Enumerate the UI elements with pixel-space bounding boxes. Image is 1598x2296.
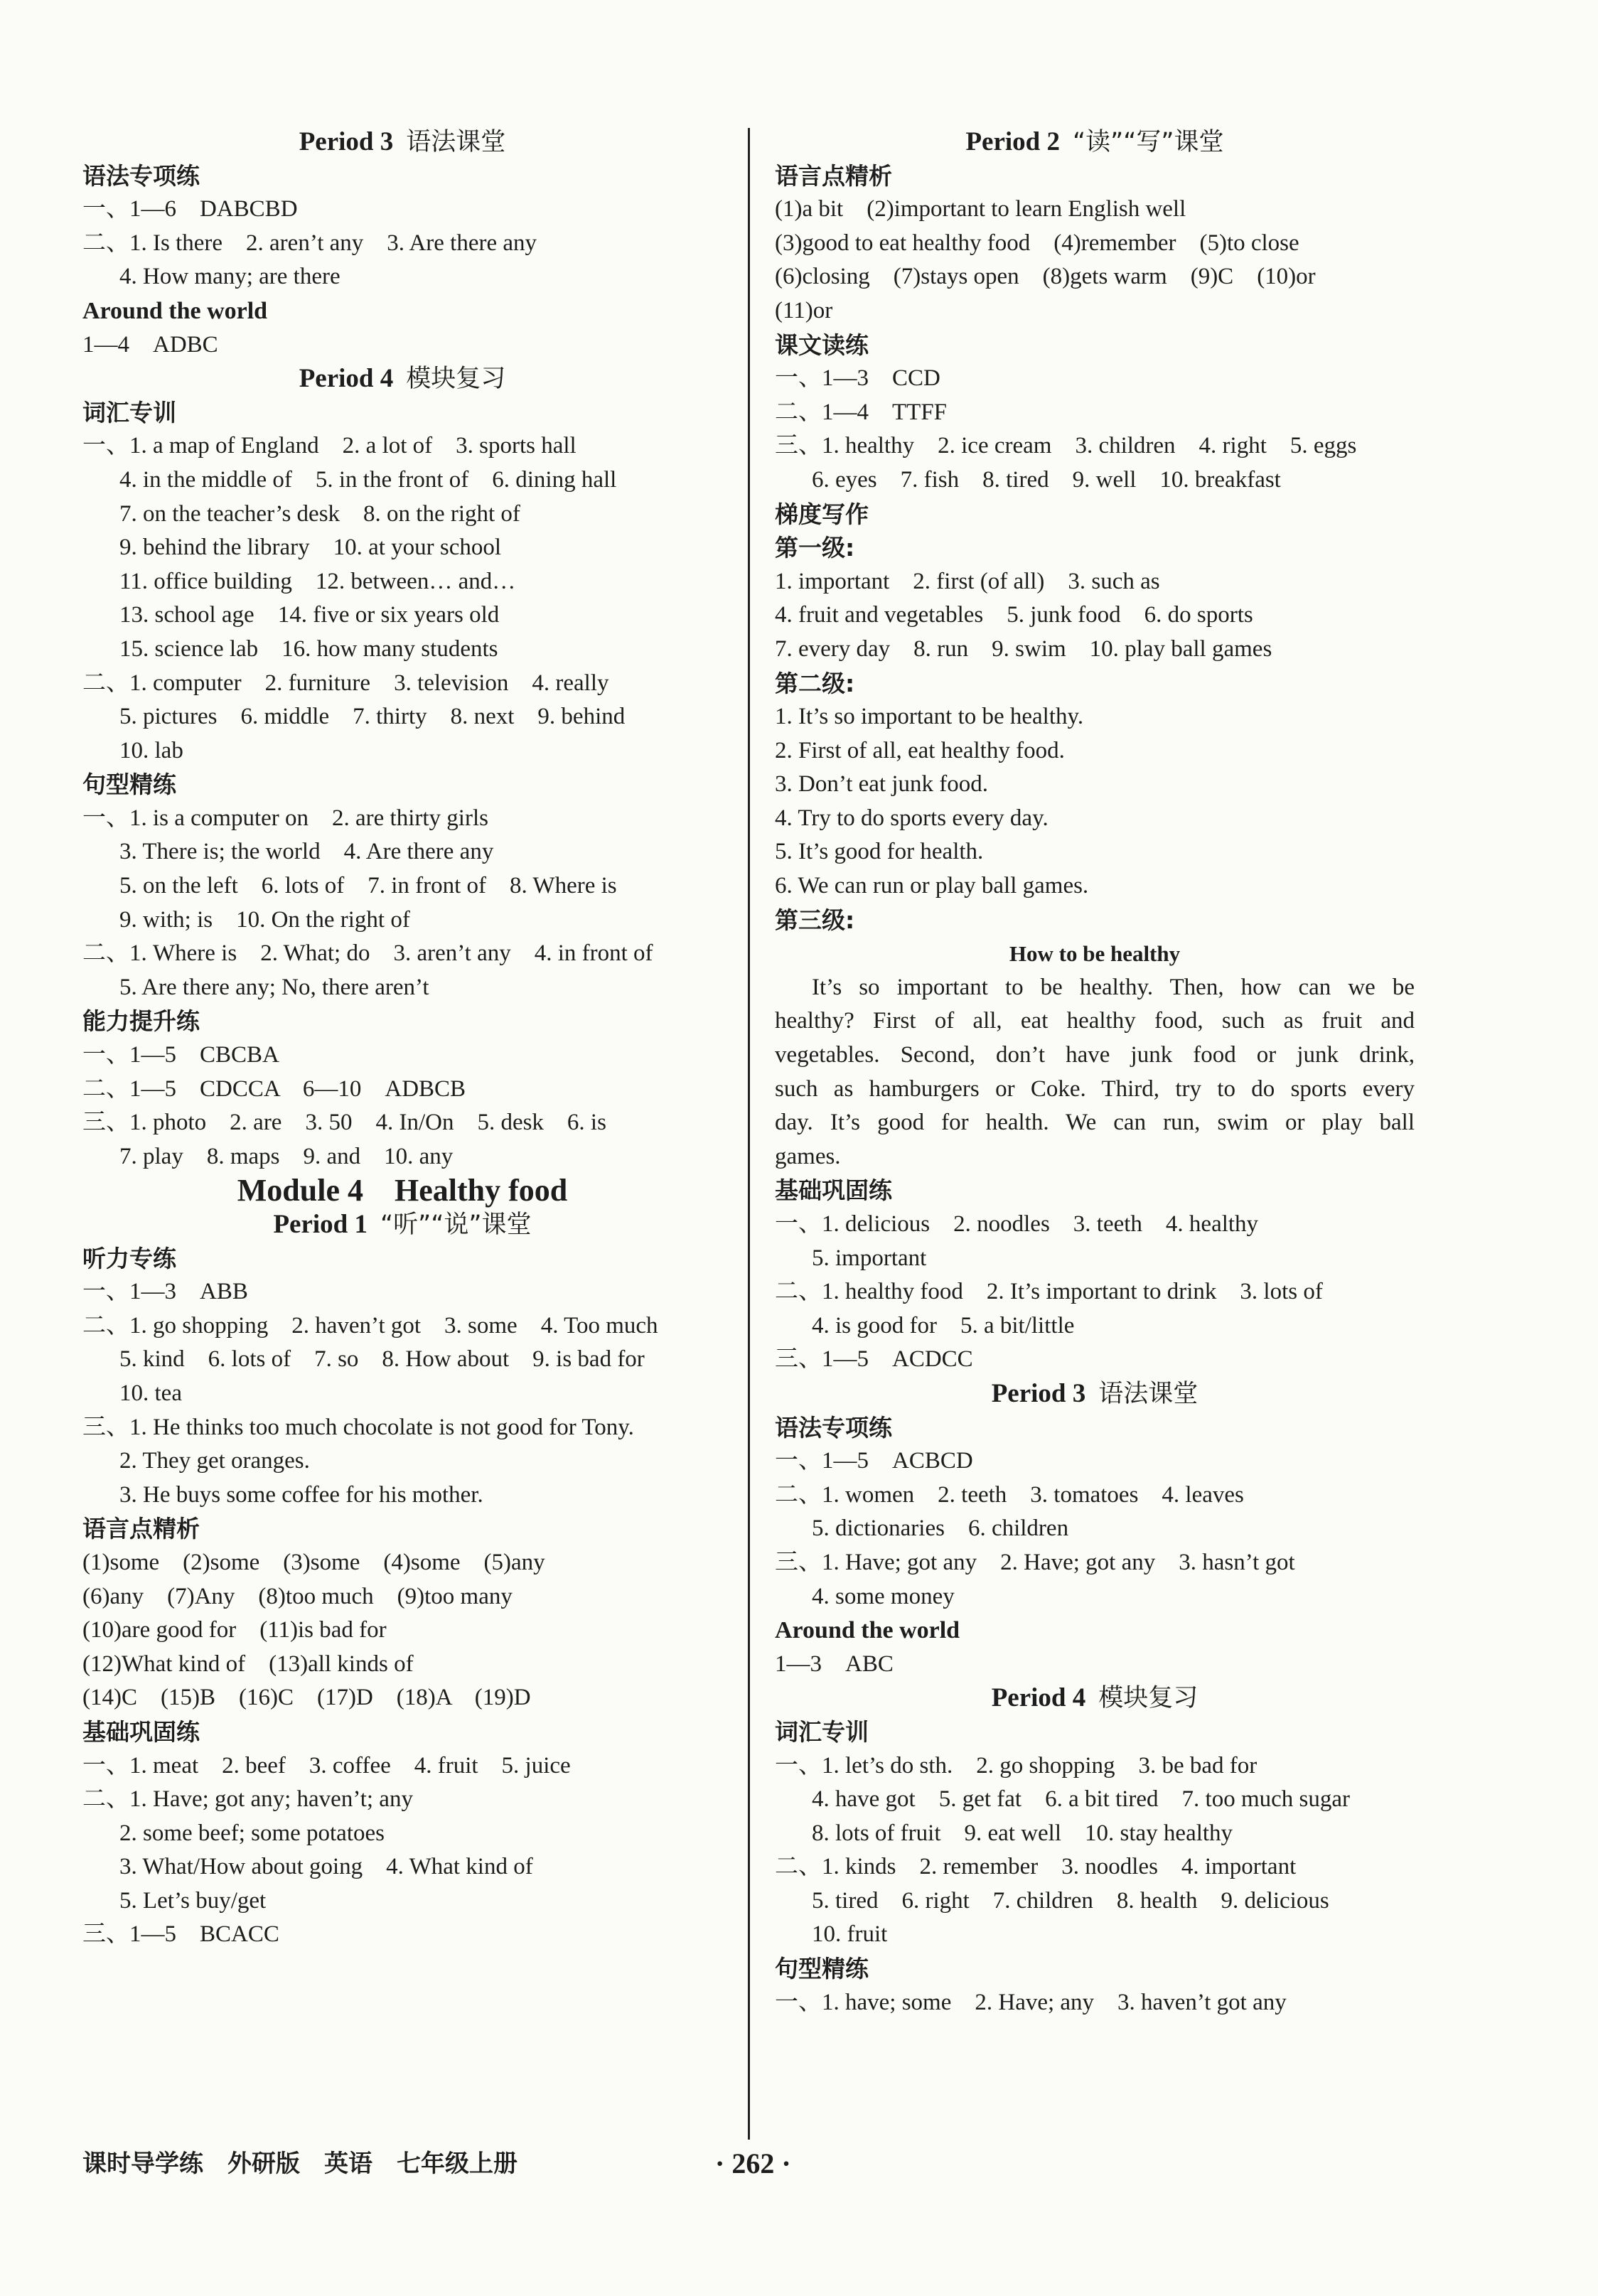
section-heading: 句型精练 <box>775 1955 869 1983</box>
answer-line: 5. important <box>812 1245 927 1271</box>
answer-line: 二、1. women 2. teeth 3. tomatoes 4. leaves <box>775 1481 1244 1508</box>
essay-line: It’s so important to be healthy. Then, how can we be <box>812 974 1415 1000</box>
answer-line: 6. eyes 7. fish 8. tired 9. well 10. breakfast <box>812 466 1281 493</box>
column-divider <box>748 128 750 2140</box>
answer-line: 4. fruit and vegetables 5. junk food 6. do sports <box>775 602 1253 628</box>
subsection-heading: Around the world <box>82 297 268 324</box>
answer-line: 三、1—5 ACDCC <box>775 1346 973 1373</box>
section-heading: 语言点精析 <box>775 161 892 190</box>
answer-line: 二、1—4 TTFF <box>775 399 948 425</box>
answer-line: 1. It’s so important to be healthy. <box>775 704 1084 730</box>
answer-line: 二、1. computer 2. furniture 3. television 4. really <box>82 670 609 696</box>
answer-line: 三、1. Have; got any 2. Have; got any 3. hasn’t got <box>775 1549 1295 1575</box>
answer-line: 4. have got 5. get fat 6. a bit tired 7. too much sugar <box>812 1786 1351 1813</box>
answer-line: 15. science lab 16. how many students <box>119 635 498 662</box>
period-subtitle: 模块复习 <box>1098 1684 1198 1713</box>
answer-line: 5. kind 6. lots of 7. so 8. How about 9. is bad for <box>119 1346 645 1373</box>
answer-line: 三、1. photo 2. are 3. 50 4. In/On 5. desk 6. is <box>82 1110 606 1136</box>
answer-line: 二、1. Have; got any; haven’t; any <box>82 1786 413 1813</box>
right-column <box>775 125 1415 2019</box>
section-heading: 第一级: <box>775 534 855 562</box>
section-heading: 听力专练 <box>82 1244 176 1272</box>
answer-line: 9. with; is 10. On the right of <box>119 906 410 933</box>
section-heading: 课文读练 <box>775 331 869 359</box>
answer-line: 一、1. have; some 2. Have; any 3. haven’t got any <box>775 1989 1287 2015</box>
answer-line: 7. on the teacher’s desk 8. on the right of <box>119 500 520 527</box>
page-number: · 262 · <box>715 2147 791 2179</box>
answer-line: (6)any (7)Any (8)too much (9)too many <box>82 1583 513 1609</box>
period-label: Period 2 <box>965 127 1061 156</box>
period-subtitle: 语法课堂 <box>1098 1379 1198 1408</box>
page-footer <box>82 2144 1433 2184</box>
answer-line: 三、1—5 BCACC <box>82 1921 279 1948</box>
section-heading: 第三级: <box>775 906 855 934</box>
answer-line: 2. They get oranges. <box>119 1448 310 1474</box>
answer-line: 一、1. meat 2. beef 3. coffee 4. fruit 5. juice <box>82 1752 571 1779</box>
answer-line: 一、1. is a computer on 2. are thirty girls <box>82 805 488 831</box>
answer-line: 一、1. a map of England 2. a lot of 3. sports hall <box>82 433 577 459</box>
answer-line: 二、1. healthy food 2. It’s important to drink 3. lots of <box>775 1279 1323 1305</box>
section-heading: 词汇专训 <box>775 1717 869 1746</box>
answer-line: 一、1—6 DABCBD <box>82 196 298 222</box>
answer-line: 10. tea <box>119 1380 182 1406</box>
answer-line: 10. lab <box>119 737 183 763</box>
answer-line: 11. office building 12. between… and… <box>119 568 516 594</box>
answer-line: 10. fruit <box>812 1921 888 1948</box>
book-title: 课时导学练 外研版 英语 七年级上册 <box>82 2150 518 2178</box>
answer-line: (1)some (2)some (3)some (4)some (5)any <box>82 1549 545 1575</box>
answer-line: 三、1. healthy 2. ice cream 3. children 4. right 5. eggs <box>775 433 1357 459</box>
answer-line: 二、1. kinds 2. remember 3. noodles 4. important <box>775 1854 1297 1880</box>
answer-line: 7. play 8. maps 9. and 10. any <box>119 1143 454 1169</box>
answer-line: 二、1. Is there 2. aren’t any 3. Are there any <box>82 230 537 256</box>
answer-line: (3)good to eat healthy food (4)remember (5)to close <box>775 230 1299 256</box>
section-heading: 能力提升练 <box>82 1007 200 1036</box>
period-subtitle: 模块复习 <box>406 365 506 394</box>
essay-line: vegetables. Second, don’t have junk food or junk drink, <box>775 1042 1415 1068</box>
period-subtitle: 语法课堂 <box>406 128 506 156</box>
answer-line: 6. We can run or play ball games. <box>775 873 1089 899</box>
answer-line: 3. There is; the world 4. Are there any <box>119 839 494 865</box>
answer-line: (10)are good for (11)is bad for <box>82 1617 387 1643</box>
period-subtitle: “听”“说”课堂 <box>380 1211 532 1239</box>
section-heading: 句型精练 <box>82 771 176 799</box>
answer-line: 3. Don’t eat junk food. <box>775 771 989 798</box>
answer-line: 5. It’s good for health. <box>775 839 984 865</box>
answer-line: (11)or <box>775 297 833 323</box>
answer-line: 二、1. go shopping 2. haven’t got 3. some 4. Too much <box>82 1312 658 1339</box>
answer-line: 13. school age 14. five or six years old <box>119 602 500 628</box>
answer-line: 二、1—5 CDCCA 6—10 ADBCB <box>82 1075 466 1102</box>
answer-line: 5. Are there any; No, there aren’t <box>119 974 429 1000</box>
answer-line: 一、1. let’s do sth. 2. go shopping 3. be bad for <box>775 1752 1258 1779</box>
essay-line: such as hamburgers or Coke. Third, try to do sports every <box>775 1075 1415 1102</box>
answer-line: 5. dictionaries 6. children <box>812 1516 1069 1542</box>
answer-line: (14)C (15)B (16)C (17)D (18)A (19)D <box>82 1685 531 1711</box>
answer-line: 1—3 ABC <box>775 1651 894 1677</box>
left-column <box>82 125 722 1952</box>
answer-line: 9. behind the library 10. at your school <box>119 535 502 561</box>
subsection-heading: Around the world <box>775 1617 960 1644</box>
answer-line: 7. every day 8. run 9. swim 10. play ball games <box>775 635 1272 662</box>
essay-line: day. It’s good for health. We can run, swim or play ball <box>775 1110 1415 1136</box>
period-label: Period 3 <box>299 127 394 156</box>
answer-line: 1—4 ADBC <box>82 331 218 358</box>
period-label: Period 4 <box>299 364 394 394</box>
answer-line: 5. Let’s buy/get <box>119 1887 267 1914</box>
answer-line: 三、1. He thinks too much chocolate is not good for Tony. <box>82 1414 634 1440</box>
answer-line: 5. tired 6. right 7. children 8. health 9. delicious <box>812 1887 1329 1914</box>
period-heading <box>82 125 722 159</box>
period-heading <box>775 1377 1415 1411</box>
section-heading: 基础巩固练 <box>82 1717 200 1746</box>
answer-line: 3. He buys some coffee for his mother. <box>119 1481 483 1508</box>
answer-line: 一、1—5 ACBCD <box>775 1448 973 1474</box>
answer-line: 8. lots of fruit 9. eat well 10. stay healthy <box>812 1820 1233 1846</box>
section-heading: 基础巩固练 <box>775 1176 892 1205</box>
answer-line: 4. some money <box>812 1583 955 1609</box>
period-heading <box>82 362 722 396</box>
section-heading: 语法专项练 <box>775 1413 892 1442</box>
period-heading <box>82 1208 722 1242</box>
period-label: Period 4 <box>991 1683 1086 1713</box>
answer-line: 2. First of all, eat healthy food. <box>775 737 1065 763</box>
answer-line: 二、1. Where is 2. What; do 3. aren’t any 4. in front of <box>82 940 653 967</box>
answer-line: 1. important 2. first (of all) 3. such as <box>775 568 1160 594</box>
section-heading: 梯度写作 <box>775 500 869 528</box>
essay-line: games. <box>775 1143 841 1169</box>
answer-line: (6)closing (7)stays open (8)gets warm (9)C (10)or <box>775 264 1316 290</box>
section-heading: 语法专项练 <box>82 161 200 190</box>
answer-line: 4. is good for 5. a bit/little <box>812 1312 1075 1339</box>
module-heading: Module 4 Healthy food <box>237 1173 568 1208</box>
answer-line: (1)a bit (2)important to learn English well <box>775 196 1186 222</box>
period-heading <box>775 125 1415 159</box>
period-subtitle: “读”“写”课堂 <box>1073 128 1224 156</box>
essay-title: How to be healthy <box>1009 941 1181 967</box>
answer-line: 一、1—3 CCD <box>775 365 940 392</box>
section-heading: 语言点精析 <box>82 1515 200 1543</box>
answer-line: 一、1—3 ABB <box>82 1279 248 1305</box>
essay-line: healthy? First of all, eat healthy food, such as fruit and <box>775 1008 1415 1034</box>
answer-line: (12)What kind of (13)all kinds of <box>82 1651 414 1677</box>
answer-line: 5. pictures 6. middle 7. thirty 8. next 9. behind <box>119 704 626 730</box>
answer-line: 一、1—5 CBCBA <box>82 1042 279 1068</box>
period-heading <box>775 1681 1415 1715</box>
section-heading: 词汇专训 <box>82 398 176 427</box>
answer-line: 3. What/How about going 4. What kind of <box>119 1854 533 1880</box>
period-label: Period 1 <box>273 1210 368 1239</box>
answer-line: 4. How many; are there <box>119 264 340 290</box>
answer-line: 2. some beef; some potatoes <box>119 1820 385 1846</box>
period-label: Period 3 <box>991 1378 1086 1408</box>
section-heading: 第二级: <box>775 669 855 697</box>
answer-line: 一、1. delicious 2. noodles 3. teeth 4. healthy <box>775 1211 1259 1237</box>
answer-line: 5. on the left 6. lots of 7. in front of 8. Where is <box>119 873 617 899</box>
answer-line: 4. in the middle of 5. in the front of 6. dining hall <box>119 466 617 493</box>
answer-line: 4. Try to do sports every day. <box>775 805 1049 831</box>
